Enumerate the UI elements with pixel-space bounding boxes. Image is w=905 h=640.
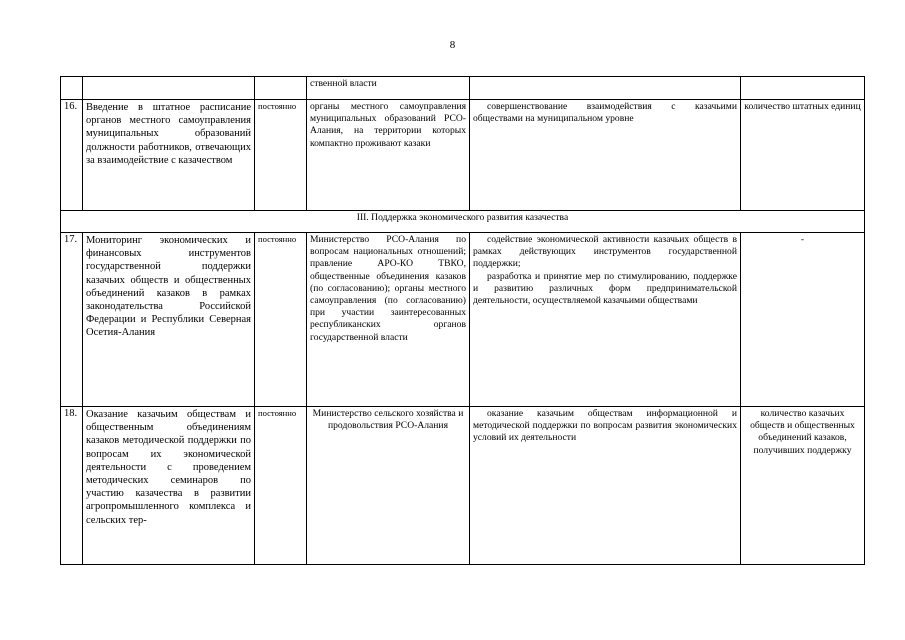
result-cell: [470, 407, 741, 565]
page-number: 8: [449, 39, 456, 51]
result-text: совершенствование взаимодействия с казачьими обществами на муниципальном уровне: [473, 101, 737, 125]
program-table: [60, 76, 865, 565]
term-cell: постоянно: [255, 233, 307, 407]
table-row: [61, 407, 865, 565]
row-number-cell: 16.: [61, 100, 83, 211]
event-cell: Введение в штатное расписание органов местного самоуправления муниципальных образований должности работников, отвечающих за взаимодействие с казачеством: [83, 100, 255, 211]
executors-cell: ственной власти: [307, 77, 470, 100]
section-title: III. Поддержка экономического развития казачества: [61, 211, 865, 233]
result-cell: [470, 233, 741, 407]
term-cell: [255, 77, 307, 100]
executors-cell: Министерство сельского хозяйства и продовольствия РСО-Алания: [307, 407, 470, 565]
result-cell: [470, 77, 741, 100]
executors-cell: Министерство РСО-Алания по вопросам национальных отношений; правление АРО-КО ТВКО, общественные объединения казаков (по согласованию); органы местного самоуправления (по согласованию) при участии заинтересованных республиканских органов государственной власти: [307, 233, 470, 407]
event-cell: [83, 77, 255, 100]
table-row: [61, 77, 865, 100]
row-number-cell: [61, 77, 83, 100]
term-cell: постоянно: [255, 100, 307, 211]
row-number-cell: 18.: [61, 407, 83, 565]
result-paragraph: содействие экономической активности казачьих обществ в рамках действующих инструментов государственной поддержки;: [473, 234, 737, 270]
table-row: [61, 100, 865, 211]
indicator-cell: -: [741, 233, 865, 407]
event-cell: Оказание казачьим обществам и общественным объединениям казаков методической поддержки по вопросам их экономической деятельности с проведением методических семинаров по участию казачества в развитии агропромышленного комплекса и сельских тер-: [83, 407, 255, 565]
row-number-cell: 17.: [61, 233, 83, 407]
section-row: [61, 211, 865, 233]
result-text: оказание казачьим обществам информационной и методической поддержки по вопросам развития экономических условий их деятельности: [473, 408, 737, 444]
event-cell: Мониторинг экономических и финансовых инструментов государственной поддержки казачьих обществ и общественных объединений казаков в рамках законодательства Российской Федерации и Республики Северная Осетия-Алания: [83, 233, 255, 407]
result-paragraph: разработка и принятие мер по стимулированию, поддержке и развитию различных форм предпринимательской деятельности, осуществляемой казачьими обществами: [473, 270, 737, 307]
table-row: [61, 233, 865, 407]
indicator-cell: количество штатных единиц: [741, 100, 865, 211]
term-cell: постоянно: [255, 407, 307, 565]
result-cell: [470, 100, 741, 211]
executors-cell: органы местного самоуправления муниципальных образований РСО-Алания, на территории которых компактно проживают казаки: [307, 100, 470, 211]
indicator-cell: [741, 77, 865, 100]
indicator-cell: количество казачьих обществ и общественных объединений казаков, получивших поддержку: [741, 407, 865, 565]
